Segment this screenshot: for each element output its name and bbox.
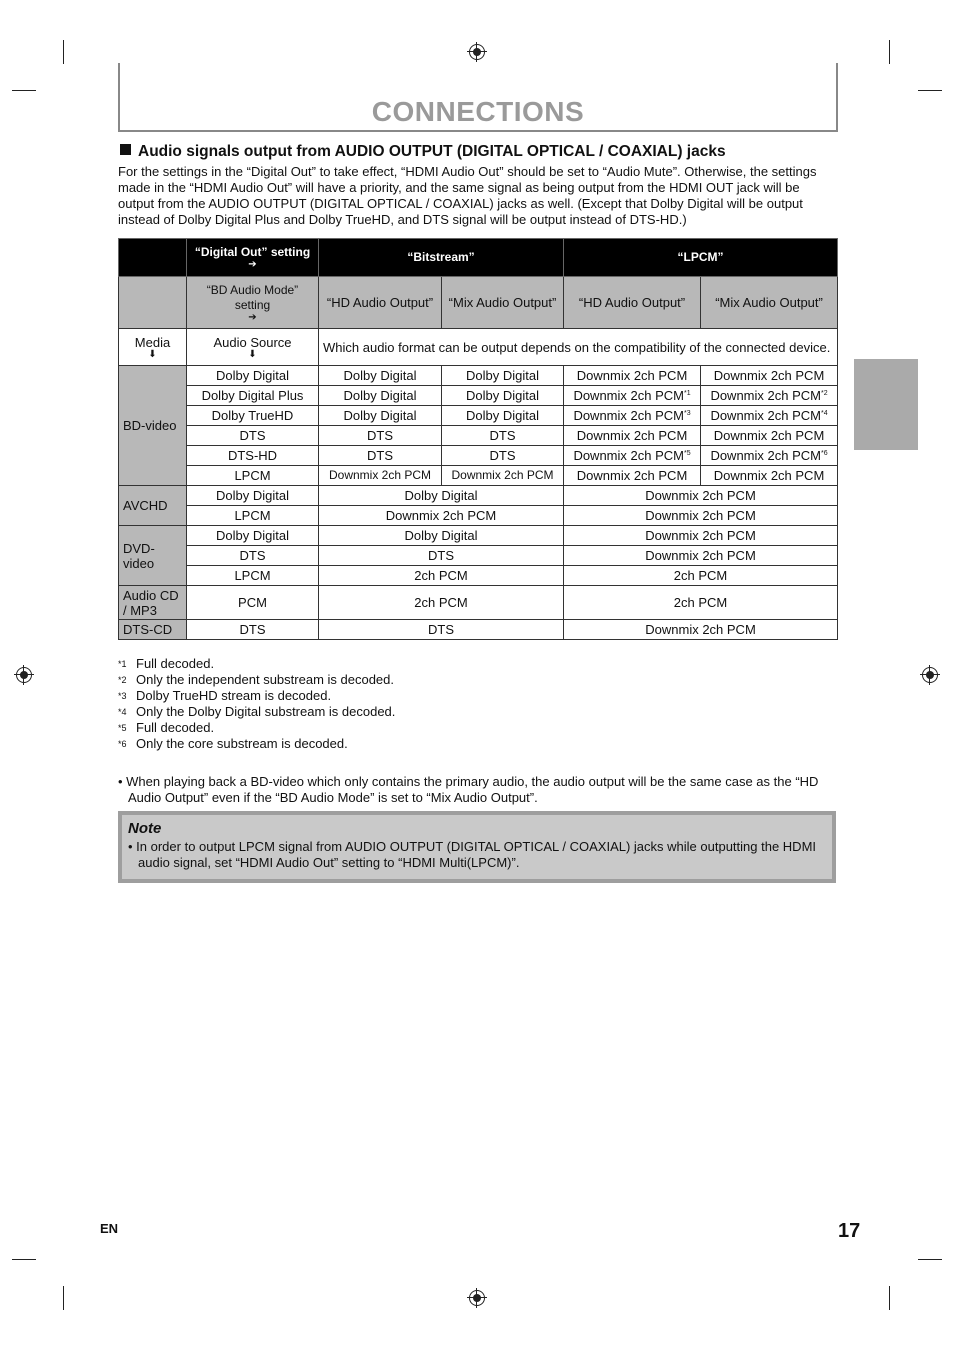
table-row: [119, 446, 838, 466]
footnote: [118, 656, 395, 672]
registration-mark-icon: [16, 667, 32, 683]
footnote-ref: *5: [683, 450, 691, 457]
bullet-note: • When playing back a BD-video which only contains the primary audio, the audio output will be the same case as the “HD Audio Output” even if the “BD Audio Mode” is set to “Mix Audio Output”.: [118, 774, 819, 805]
value-cell: Downmix 2ch PCM: [564, 620, 838, 640]
value-cell: Downmix 2ch PCM: [319, 506, 564, 526]
value-cell: Downmix 2ch PCM: [564, 486, 838, 506]
table-row: [119, 406, 838, 426]
value-text: Downmix 2ch PCM: [710, 388, 821, 403]
value-cell: [564, 386, 701, 406]
value-cell: Dolby Digital: [319, 386, 442, 406]
note-inner: [122, 815, 832, 879]
value-cell: 2ch PCM: [319, 566, 564, 586]
header-lpcm: “LPCM”: [564, 239, 838, 277]
footnote-mark: *4: [118, 707, 127, 717]
source-cell: DTS: [187, 620, 319, 640]
table-row: [119, 466, 838, 486]
value-text: Downmix 2ch PCM: [710, 408, 821, 423]
value-cell: [701, 366, 838, 386]
footnote-ref: *6: [820, 450, 828, 457]
value-cell: [564, 466, 701, 486]
table-subheader-row: [119, 277, 838, 329]
value-text: Downmix 2ch PCM: [713, 428, 825, 443]
value-cell: 2ch PCM: [319, 586, 564, 620]
footnote-mark: *3: [118, 691, 127, 701]
table-row: [119, 486, 838, 506]
media-audio-cd: Audio CD / MP3: [119, 586, 187, 620]
note-box: [118, 811, 836, 883]
value-cell: DTS: [442, 446, 564, 466]
subheader-mix-audio-output: “Mix Audio Output”: [701, 277, 838, 329]
subheader-mix-audio-output: “Mix Audio Output”: [442, 277, 564, 329]
table-row: [119, 329, 838, 366]
value-cell: Dolby Digital: [319, 406, 442, 426]
subheader-hd-audio-output: “HD Audio Output”: [319, 277, 442, 329]
footnotes: [118, 656, 395, 752]
footnote-text: Full decoded.: [136, 720, 215, 735]
footnote-text: Only the independent substream is decoded.: [136, 672, 395, 687]
table-row: [119, 620, 838, 640]
value-cell: Downmix 2ch PCM: [319, 466, 442, 486]
value-cell: DTS: [442, 426, 564, 446]
header-blank: [119, 239, 187, 277]
value-cell: Dolby Digital: [319, 366, 442, 386]
source-cell: LPCM: [187, 466, 319, 486]
value-cell: Downmix 2ch PCM: [564, 546, 838, 566]
audio-source-header: [187, 329, 319, 366]
value-text: Downmix 2ch PCM: [710, 448, 821, 463]
footnote-ref: *3: [683, 410, 691, 417]
arrow-right-icon: ➔: [248, 311, 257, 323]
section-heading: [120, 143, 840, 161]
value-cell: Dolby Digital: [442, 386, 564, 406]
arrow-down-icon: ⬇: [248, 348, 257, 360]
value-cell: DTS: [319, 426, 442, 446]
table-row: [119, 386, 838, 406]
value-cell: [701, 466, 838, 486]
source-cell: DTS: [187, 546, 319, 566]
header-bitstream: “Bitstream”: [319, 239, 564, 277]
table-row: [119, 526, 838, 546]
table-row: [119, 366, 838, 386]
bd-audio-mode-label: “BD Audio Mode” setting: [206, 282, 299, 312]
footnote-mark: *2: [118, 675, 127, 685]
language-label: EN: [100, 1221, 119, 1236]
title-box: [118, 63, 838, 132]
value-cell: [701, 406, 838, 426]
registration-mark-icon: [922, 667, 938, 683]
source-cell: DTS-HD: [187, 446, 319, 466]
value-cell: [564, 446, 701, 466]
header-digital-out: [187, 239, 319, 277]
source-cell: Dolby Digital: [187, 366, 319, 386]
footnote-text: Full decoded.: [136, 656, 215, 671]
table-header-row: [119, 239, 838, 277]
value-cell: Downmix 2ch PCM: [442, 466, 564, 486]
value-cell: Downmix 2ch PCM: [564, 506, 838, 526]
section-tab: [854, 359, 918, 450]
table-row: [119, 506, 838, 526]
header-bd-audio-mode: [187, 277, 319, 329]
table-row: [119, 426, 838, 446]
value-text: Downmix 2ch PCM: [713, 368, 825, 383]
value-cell: Downmix 2ch PCM: [564, 526, 838, 546]
footnote-text: Only the core substream is decoded.: [136, 736, 348, 751]
value-cell: Dolby Digital: [319, 526, 564, 546]
footnote-text: Dolby TrueHD stream is decoded.: [136, 688, 332, 703]
value-text: Downmix 2ch PCM: [573, 448, 684, 463]
value-cell: [701, 446, 838, 466]
footnote: [118, 720, 395, 736]
footnote: [118, 736, 395, 752]
crop-mark: [12, 90, 36, 91]
crop-mark: [63, 1286, 64, 1310]
value-text: Downmix 2ch PCM: [713, 468, 825, 483]
note-text: • In order to output LPCM signal from AUDIO OUTPUT (DIGITAL OPTICAL / COAXIAL) jacks while outputting the HDMI audio signal, set “HDMI Audio Out” setting to “HDMI Multi(LPCM)”.: [128, 839, 817, 870]
source-cell: Dolby Digital: [187, 526, 319, 546]
value-text: Downmix 2ch PCM: [576, 468, 688, 483]
value-cell: Dolby Digital: [319, 486, 564, 506]
footnote-mark: *1: [118, 659, 127, 669]
audio-output-table: [118, 238, 838, 640]
registration-mark-icon: [469, 44, 485, 60]
crop-mark: [889, 40, 890, 64]
source-cell: Dolby Digital: [187, 486, 319, 506]
value-cell: DTS: [319, 546, 564, 566]
source-cell: PCM: [187, 586, 319, 620]
source-cell: DTS: [187, 426, 319, 446]
media-avchd: AVCHD: [119, 486, 187, 526]
crop-mark: [918, 1259, 942, 1260]
value-cell: DTS: [319, 620, 564, 640]
value-cell: Dolby Digital: [442, 366, 564, 386]
section-heading-text: Audio signals output from AUDIO OUTPUT (DIGITAL OPTICAL / COAXIAL) jacks: [138, 143, 726, 160]
source-cell: LPCM: [187, 506, 319, 526]
crop-mark: [918, 90, 942, 91]
media-dts-cd: DTS-CD: [119, 620, 187, 640]
arrow-down-icon: ⬇: [148, 348, 157, 360]
value-cell: DTS: [319, 446, 442, 466]
footnote-mark: *6: [118, 739, 127, 749]
footnote: [118, 704, 395, 720]
arrow-right-icon: ➔: [248, 259, 257, 270]
value-text: Downmix 2ch PCM: [573, 388, 684, 403]
footnote: [118, 688, 395, 704]
table-row: [119, 566, 838, 586]
value-cell: [564, 366, 701, 386]
source-cell: Dolby TrueHD: [187, 406, 319, 426]
value-text: Downmix 2ch PCM: [576, 368, 688, 383]
crop-mark: [889, 1286, 890, 1310]
footnote: [118, 672, 395, 688]
value-cell: [701, 426, 838, 446]
media-header: [119, 329, 187, 366]
value-text: Downmix 2ch PCM: [573, 408, 684, 423]
square-bullet-icon: [120, 144, 131, 155]
footnote-text: Only the Dolby Digital substream is decoded.: [136, 704, 396, 719]
registration-mark-icon: [469, 1290, 485, 1306]
value-cell: [564, 406, 701, 426]
value-cell: [701, 386, 838, 406]
audio-source-label: Audio Source: [213, 334, 292, 350]
source-cell: Dolby Digital Plus: [187, 386, 319, 406]
page-title: CONNECTIONS: [371, 96, 585, 127]
value-cell: [564, 426, 701, 446]
source-cell: LPCM: [187, 566, 319, 586]
digital-out-label: “Digital Out” setting: [194, 245, 311, 259]
value-cell: 2ch PCM: [564, 586, 838, 620]
subheader-hd-audio-output: “HD Audio Output”: [564, 277, 701, 329]
footnote-ref: *4: [820, 410, 828, 417]
crop-mark: [63, 40, 64, 64]
crop-mark: [12, 1259, 36, 1260]
page-number: 17: [838, 1220, 861, 1242]
value-cell: 2ch PCM: [564, 566, 838, 586]
media-bd-video: BD-video: [119, 366, 187, 486]
table-row: [119, 546, 838, 566]
footnote-ref: *1: [683, 390, 691, 397]
note-title: Note: [128, 820, 162, 837]
footnote-mark: *5: [118, 723, 127, 733]
value-text: Downmix 2ch PCM: [576, 428, 688, 443]
intro-paragraph: For the settings in the “Digital Out” to take effect, “HDMI Audio Out” should be set to “Audio Mute”. Otherwise, the settings made in the “HDMI Audio Out” will have a priority, and the same signal as being output from the HDMI OUT jack will be output from the AUDIO OUTPUT (DIGITAL OPTICAL / COAXIAL) jacks as well. (Except that Dolby Digital will be output instead of Dolby Digital Plus and Dolby TrueHD, and DTS signal will be output instead of DTS-HD.): [118, 164, 817, 227]
media-label: Media: [134, 334, 171, 350]
compatibility-text: Which audio format can be output depends on the compatibility of the connected device.: [319, 329, 838, 366]
footnote-ref: *2: [820, 390, 828, 397]
subheader-blank: [119, 277, 187, 329]
value-cell: Dolby Digital: [442, 406, 564, 426]
media-dvd-video: DVD-video: [119, 526, 187, 586]
table-row: [119, 586, 838, 620]
